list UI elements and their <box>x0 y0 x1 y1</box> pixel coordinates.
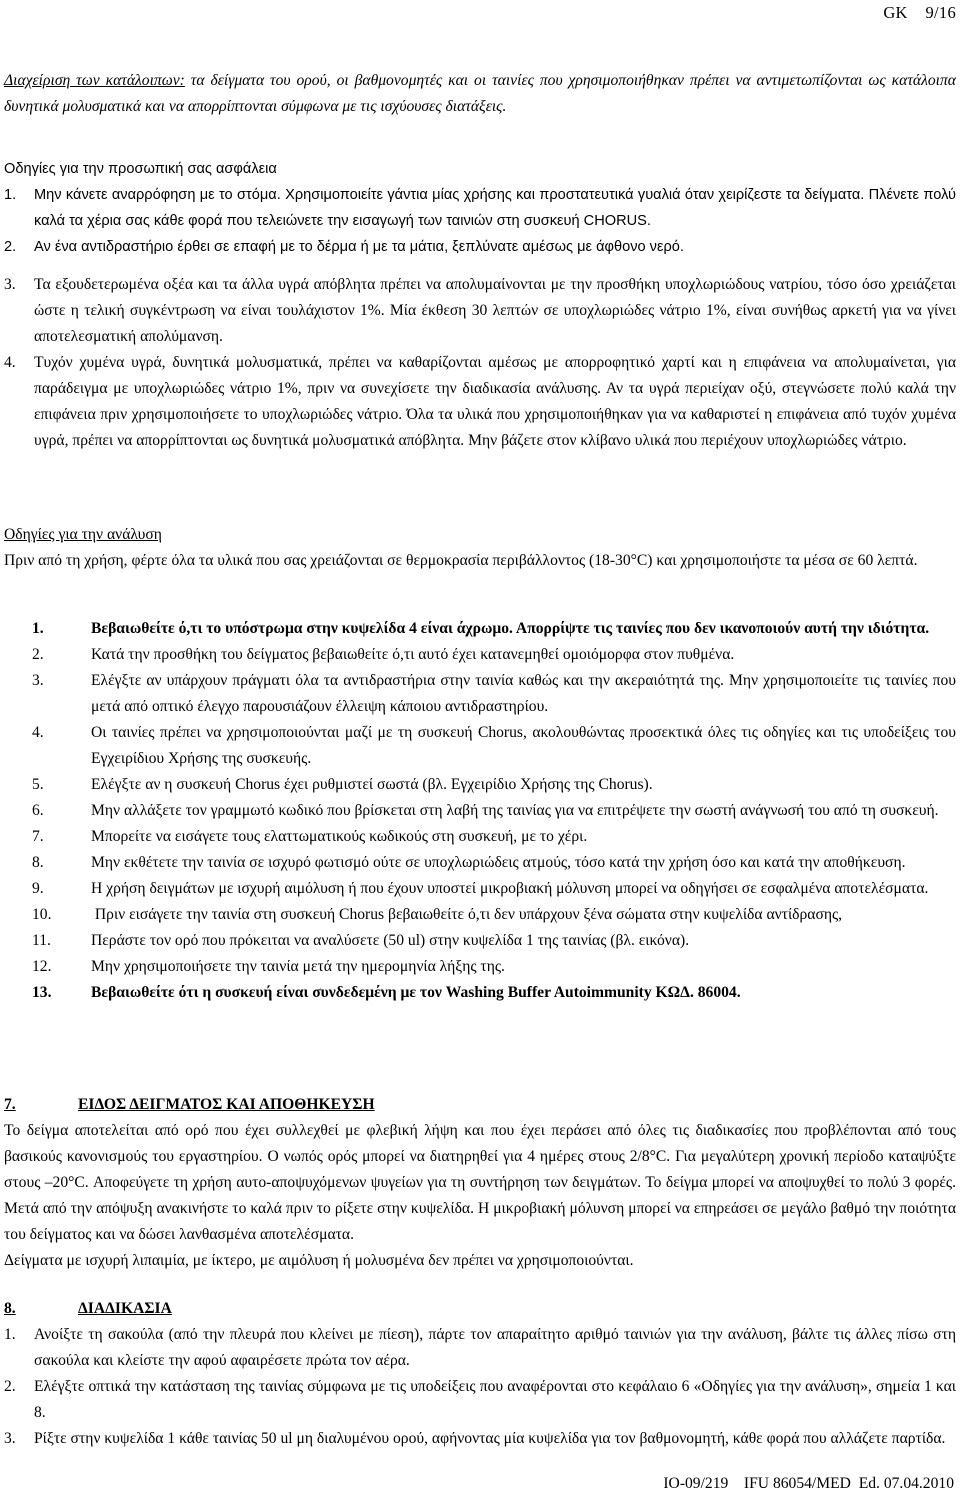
item-number: 4. <box>4 354 16 371</box>
item-number: 7. <box>32 828 44 845</box>
disposal-paragraph <box>4 68 956 120</box>
item-number: 8. <box>32 854 44 871</box>
list-item <box>32 876 956 902</box>
section-title: ΔΙΑΔΙΚΑΣΙΑ <box>78 1300 172 1317</box>
item-text: Βεβαιωθείτε ότι η συσκευή είναι συνδεδεμένη με τον Washing Buffer Autoimmunity ΚΩΔ. 86004. <box>91 984 741 1001</box>
item-text: Τα εξουδετερωμένα οξέα και τα άλλα υγρά απόβλητα πρέπει να απολυμαίνονται με την προσθήκη υποχλωριώδους νατρίου, τόσο όσο χρειάζεται ώστε η τελική συγκέντρωση να είναι τουλάχιστον 1%. Μία έκθεση 30 λεπτών σε υποχλωριώδες νάτριο 1%, είναι συνήθως αρκετή για να γίνει αποτελεσματική απολύμανση. <box>34 276 956 345</box>
item-text: Μπορείτε να εισάγετε τους ελαττωματικούς κωδικούς στη συσκευή, με το χέρι. <box>91 828 588 845</box>
section-7-heading <box>4 1092 956 1118</box>
safety-section <box>4 156 956 260</box>
section-number: 7. <box>4 1096 16 1113</box>
item-text: Ελέγξτε αν η συσκευή Chorus έχει ρυθμιστεί σωστά (βλ. Εγχειρίδιο Χρήσης της Chorus). <box>91 776 653 793</box>
item-number: 12. <box>32 958 52 975</box>
item-number: 11. <box>32 932 51 949</box>
item-number: 1. <box>4 187 17 203</box>
disposal-text: τα δείγματα του ορού, οι βαθμονομητές και οι ταινίες που χρησιμοποιήθηκαν πρέπει να αντιμετωπίζονται ως κατάλοιπα δυνητικά μολυσματικά και να απορρίπτονται σύμφωνα με τις ισχύουσες διατάξεις. <box>4 72 956 115</box>
list-item <box>4 1426 956 1452</box>
item-number: 3. <box>4 276 16 293</box>
analysis-list <box>4 616 956 1006</box>
item-text: Ελέγξτε οπτικά την κατάσταση της ταινίας σύμφωνα με τις υποδείξεις που αναφέρονται στο κεφάλαιο 6 «Οδηγίες για την ανάλυση», σημεία 1 και 8. <box>34 1378 956 1421</box>
item-number: 9. <box>32 880 44 897</box>
list-item <box>4 272 956 350</box>
page-header: GK 9/16 <box>883 3 956 22</box>
list-item <box>4 350 956 454</box>
item-number: 3. <box>32 672 44 689</box>
item-text: Ρίξτε στην κυψελίδα 1 κάθε ταινίας 50 ul μη διαλυμένου ορού, αφήνοντας μία κυψελίδα για τον βαθμονομητή, κάθε φορά που αλλάζετε παρτίδα. <box>34 1430 946 1447</box>
safety-more-section <box>4 272 956 454</box>
list-item <box>4 1374 956 1426</box>
list-item <box>4 1322 956 1374</box>
list-item <box>32 720 956 772</box>
list-item <box>4 234 956 260</box>
list-item <box>32 850 956 876</box>
item-text: Βεβαιωθείτε ό,τι το υπόστρωμα στην κυψελίδα 4 είναι άχρωμο. Απορρίψτε τις ταινίες που δεν ικανοποιούν αυτή την ιδιότητα. <box>91 620 930 637</box>
list-item <box>32 954 956 980</box>
section-7-text: Το δείγμα αποτελείται από ορό που έχει συλλεχθεί με φλεβική λήψη και που έχει περάσει από όλες τις διαδικασίες που προβλέπονται από τους βασικούς κανονισμούς του εργαστηρίου. Ο νωπός ορός μπορεί να διατηρηθεί για 4 ημέρες στους 2/8°C. Για μεγαλύτερη χρονική περίοδο καταψύξτε στους –20°C. Αποφεύγετε τη χρήση αυτο-αποψυχόμενων ψυγείων για τη συντήρηση των δειγμάτων. Το δείγμα μπορεί να αποψυχθεί το πολύ 3 φορές. Μετά από την απόψυξη ανακινήστε το καλά πριν το ρίξετε στην κυψελίδα. Η μικροβιακή μόλυνση μπορεί να επηρεάσει σε μεγάλο βαθμό την ποιότητα του δείγματος και να δώσει λανθασμένα αποτελέσματα. <box>4 1122 956 1243</box>
item-text: Αν ένα αντιδραστήριο έρθει σε επαφή με το δέρμα ή με τα μάτια, ξεπλύνατε αμέσως με άφθονο νερό. <box>34 239 684 255</box>
section-title: ΕΙΔΟΣ ΔΕΙΓΜΑΤΟΣ ΚΑΙ ΑΠΟΘΗΚΕΥΣΗ <box>78 1096 375 1113</box>
item-number: 1. <box>32 620 44 637</box>
item-text: Οι ταινίες πρέπει να χρησιμοποιούνται μαζί με τη συσκευή Chorus, ακολουθώντας προσεκτικά όλες τις οδηγίες και τις υποδείξεις του Εγχειρίδιου Χρήσης της συσκευής. <box>91 724 956 767</box>
list-item <box>32 928 956 954</box>
item-number: 13. <box>32 984 52 1001</box>
disposal-label: Διαχείριση των κατάλοιπων: <box>4 72 185 89</box>
item-number: 10. <box>32 906 52 923</box>
item-number: 1. <box>4 1326 16 1343</box>
item-text: Η χρήση δειγμάτων με ισχυρή αιμόλυση ή που έχουν υποστεί μικροβιακή μόλυνση μπορεί να οδηγήσει σε εσφαλμένα αποτελέσματα. <box>91 880 929 897</box>
item-text: Πριν εισάγετε την ταινία στη συσκευή Chorus βεβαιωθείτε ό,τι δεν υπάρχουν ξένα σώματα στην κυψελίδα αντίδρασης, <box>91 906 843 923</box>
item-text: Κατά την προσθήκη του δείγματος βεβαιωθείτε ό,τι αυτό έχει κατανεμηθεί ομοιόμορφα στον πυθμένα. <box>91 646 735 663</box>
item-text: Μην κάνετε αναρρόφηση με το στόμα. Χρησιμοποιείτε γάντια μίας χρήσης και προστατευτικά γυαλιά όταν χειρίζεστε τα δείγματα. Πλένετε πολύ καλά τα χέρια σας κάθε φορά που τελειώνετε την εισαγωγή των ταινιών στη συσκευή CHORUS. <box>34 187 956 229</box>
disposal-section <box>4 68 956 120</box>
list-item <box>32 668 956 720</box>
section-7-note: Δείγματα με ισχυρή λιπαιμία, με ίκτερο, με αιμόλυση ή μολυσμένα δεν πρέπει να χρησιμοποιούνται. <box>4 1252 634 1269</box>
list-item <box>32 824 956 850</box>
analysis-title: Οδηγίες για την ανάλυση <box>4 526 162 543</box>
item-text: Μην εκθέτετε την ταινία σε ισχυρό φωτισμό ούτε σε υποχλωριώδεις ατμούς, τόσο κατά την χρήση όσο και κατά την αποθήκευση. <box>91 854 906 871</box>
item-number: 2. <box>4 239 17 255</box>
list-item <box>32 798 956 824</box>
list-item <box>4 182 956 234</box>
item-text: Ελέγξτε αν υπάρχουν πράγματι όλα τα αντιδραστήρια στην ταινία καθώς και την ακεραιότητά της. Μην χρησιμοποιείτε τις ταινίες που μετά από οπτικό έλεγχο παρουσιάζουν έλλειψη κάποιου αντιδραστηρίου. <box>91 672 956 715</box>
section-7 <box>4 1092 956 1274</box>
section-8 <box>4 1296 956 1452</box>
item-number: 3. <box>4 1430 16 1447</box>
item-text: Ανοίξτε τη σακούλα (από την πλευρά που κλείνει με πίεση), πάρτε τον απαραίτητο αριθμό ταινιών για την ανάλυση, βάλτε τις άλλες πίσω στη σακούλα και κλείστε την αφού αφαιρέσετε πρώτα τον αέρα. <box>34 1326 956 1369</box>
list-item <box>32 772 956 798</box>
list-item <box>32 980 956 1006</box>
page-footer: IO-09/219 IFU 86054/MED Ed. 07.04.2010 <box>663 1475 954 1492</box>
analysis-intro: Πριν από τη χρήση, φέρτε όλα τα υλικά που σας χρειάζονται σε θερμοκρασία περιβάλλοντος (18-30°C) και χρησιμοποιήστε τα μέσα σε 60 λεπτά. <box>4 552 918 569</box>
item-number: 5. <box>32 776 44 793</box>
section-8-heading <box>4 1296 956 1322</box>
item-text: Μην αλλάξετε τον γραμμωτό κωδικό που βρίσκεται στη λαβή της ταινίας για να επιτρέψετε την σωστή ανάγνωσή του από τη συσκευή. <box>91 802 939 819</box>
list-item <box>32 616 956 642</box>
item-text: Μην χρησιμοποιήσετε την ταινία μετά την ημερομηνία λήξης της. <box>91 958 505 975</box>
list-item <box>32 902 956 928</box>
item-number: 4. <box>32 724 44 741</box>
analysis-section <box>4 522 956 574</box>
item-text: Τυχόν χυμένα υγρά, δυνητικά μολυσματικά, πρέπει να καθαρίζονται αμέσως με απορροφητικό χαρτί και η επιφάνεια να απολυμαίνεται, για παράδειγμα με υποχλωριώδες νάτριο 1%, πριν να συνεχίσετε την διαδικασία ανάλυσης. Αν τα υγρά περιείχαν οξύ, στεγνώσετε πολύ καλά την επιφάνεια πριν χρησιμοποιήσετε το υποχλωριώδες νάτριο. Όλα τα υλικά που χρησιμοποιήθηκαν για να καθαριστεί η επιφάνεια από τυχόν χυμένα υγρά, πρέπει να απορρίπτονται ως δυνητικά μολυσματικά απόβλητα. Μην βάζετε στον κλίβανο υλικά που περιέχουν υποχλωριώδες νάτριο. <box>34 354 956 449</box>
list-item <box>32 642 956 668</box>
item-number: 2. <box>32 646 44 663</box>
safety-title: Οδηγίες για την προσωπική σας ασφάλεια <box>4 161 277 177</box>
item-number: 2. <box>4 1378 16 1395</box>
section-number: 8. <box>4 1300 16 1317</box>
item-number: 6. <box>32 802 44 819</box>
item-text: Περάστε τον ορό που πρόκειται να αναλύσετε (50 ul) στην κυψελίδα 1 της ταινίας (βλ. εικόνα). <box>91 932 690 949</box>
